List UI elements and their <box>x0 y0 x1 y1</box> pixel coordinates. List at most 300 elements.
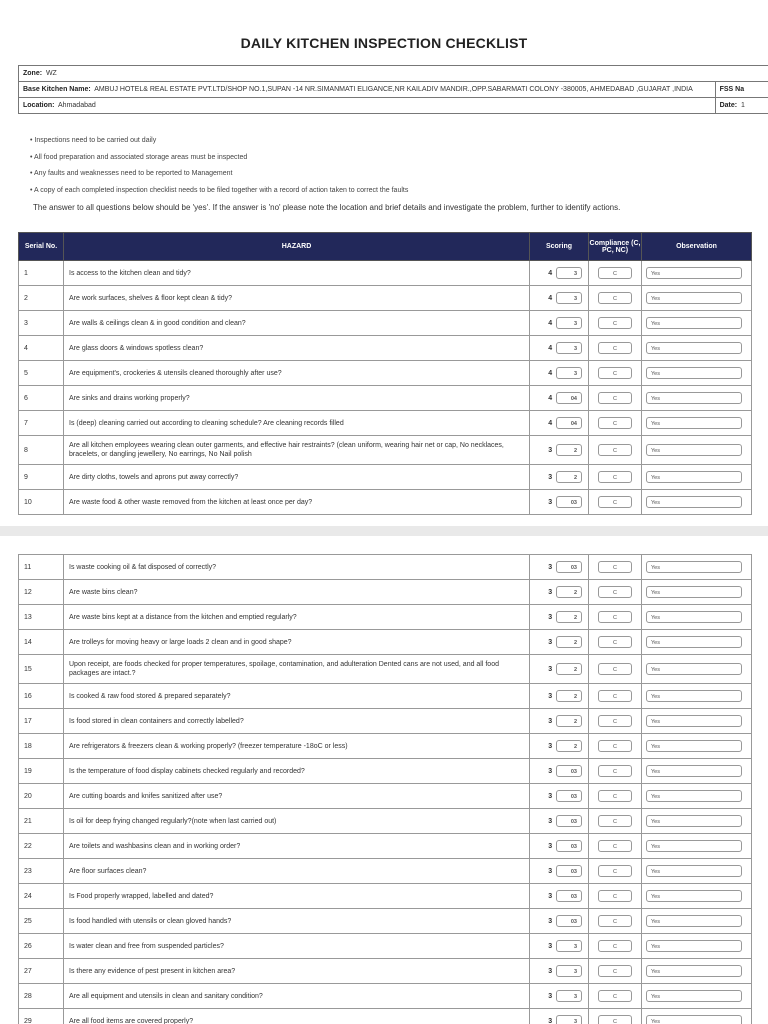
observation-cell <box>642 311 752 336</box>
score-input[interactable]: 3 <box>556 940 582 952</box>
hazard-text: Are cutting boards and knifes sanitized after use? <box>69 792 223 800</box>
serial-cell: 22 <box>19 834 64 859</box>
score-value: 3 <box>548 692 553 700</box>
scoring-cell <box>530 684 589 709</box>
compliance-input[interactable]: C <box>598 690 632 702</box>
hazard-text: Are sinks and drains working properly? <box>69 394 190 402</box>
score-input[interactable]: 3 <box>556 317 582 329</box>
table-row <box>19 311 752 336</box>
compliance-input[interactable]: C <box>598 392 632 404</box>
score-input[interactable]: 03 <box>556 561 582 573</box>
serial-cell: 12 <box>19 580 64 605</box>
hazard-text: Are work surfaces, shelves & floor kept clean & tidy? <box>69 294 233 302</box>
serial-cell: 29 <box>19 1009 64 1024</box>
observation-cell <box>642 655 752 684</box>
observation-cell <box>642 684 752 709</box>
hazard-text: Is cooked & raw food stored & prepared separately? <box>69 692 231 700</box>
observation-input[interactable]: Yes <box>646 965 742 977</box>
serial-cell: 18 <box>19 734 64 759</box>
hazard-cell <box>64 909 530 934</box>
score-input[interactable]: 3 <box>556 367 582 379</box>
scoring-cell <box>530 809 589 834</box>
observation-input[interactable]: Yes <box>646 840 742 852</box>
location-value: Ahmadabad <box>58 102 96 109</box>
hazard-cell <box>64 436 530 465</box>
hazard-cell <box>64 580 530 605</box>
score-input[interactable]: 2 <box>556 663 582 675</box>
compliance-cell <box>589 311 642 336</box>
scoring-cell <box>530 465 589 490</box>
observation-input[interactable]: Yes <box>646 940 742 952</box>
compliance-input[interactable]: C <box>598 636 632 648</box>
compliance-input[interactable]: C <box>598 444 632 456</box>
compliance-cell <box>589 884 642 909</box>
compliance-input[interactable]: C <box>598 496 632 508</box>
score-value: 3 <box>548 942 553 950</box>
table-row <box>19 709 752 734</box>
score-input[interactable]: 03 <box>556 790 582 802</box>
table-row <box>19 859 752 884</box>
hazard-text: Are glass doors & windows spotless clean? <box>69 344 204 352</box>
serial-cell: 28 <box>19 984 64 1009</box>
score-input[interactable]: 2 <box>556 586 582 598</box>
hazard-text: Are toilets and washbasins clean and in working order? <box>69 842 241 850</box>
hazard-cell <box>64 859 530 884</box>
instruction-item: • Any faults and weaknesses need to be reported to Management <box>30 170 233 177</box>
hazard-cell <box>64 884 530 909</box>
observation-input[interactable]: Yes <box>646 611 742 623</box>
score-input[interactable]: 03 <box>556 765 582 777</box>
instruction-item: • Inspections need to be carried out daily <box>30 137 157 144</box>
scoring-cell <box>530 759 589 784</box>
observation-input[interactable]: Yes <box>646 715 742 727</box>
compliance-input[interactable]: C <box>598 815 632 827</box>
score-input[interactable]: 03 <box>556 865 582 877</box>
scoring-cell <box>530 884 589 909</box>
compliance-input[interactable]: C <box>598 890 632 902</box>
hazard-text: Are floor surfaces clean? <box>69 867 147 875</box>
compliance-cell <box>589 859 642 884</box>
fss-label: FSS Na <box>719 86 745 93</box>
observation-input[interactable]: Yes <box>646 342 742 354</box>
score-input[interactable]: 03 <box>556 815 582 827</box>
observation-input[interactable]: Yes <box>646 765 742 777</box>
hazard-text: Is (deep) cleaning carried out according to cleaning schedule? Are cleaning records filled <box>69 419 344 427</box>
checklist-table <box>18 232 752 515</box>
score-value: 4 <box>548 419 553 427</box>
serial-cell: 16 <box>19 684 64 709</box>
score-value: 3 <box>548 992 553 1000</box>
serial-cell: 5 <box>19 361 64 386</box>
hazard-cell <box>64 834 530 859</box>
location-cell <box>19 98 716 114</box>
score-value: 4 <box>548 294 553 302</box>
hazard-text: Are waste bins kept at a distance from the kitchen and emptied regularly? <box>69 613 297 621</box>
score-value: 3 <box>548 613 553 621</box>
hazard-text: Are waste bins clean? <box>69 588 138 596</box>
score-value: 3 <box>548 917 553 925</box>
table-row <box>19 465 752 490</box>
serial-cell: 13 <box>19 605 64 630</box>
hazard-cell <box>64 555 530 580</box>
hazard-text: Are all kitchen employees wearing clean outer garments, and effective hair restraints? (clean uniform, wearing hair net or cap, No necklaces, bracelets, or dangling jewellery, No earrings, No Nail polish <box>69 442 504 458</box>
observation-cell <box>642 555 752 580</box>
score-input[interactable]: 2 <box>556 471 582 483</box>
compliance-cell <box>589 286 642 311</box>
table-row <box>19 436 752 465</box>
serial-cell: 6 <box>19 386 64 411</box>
score-value: 3 <box>548 473 553 481</box>
scoring-cell <box>530 286 589 311</box>
score-input[interactable]: 03 <box>556 496 582 508</box>
table-row <box>19 1009 752 1024</box>
scoring-cell <box>530 311 589 336</box>
zone-cell <box>19 66 768 82</box>
score-input[interactable]: 3 <box>556 990 582 1002</box>
observation-input[interactable]: Yes <box>646 890 742 902</box>
checklist-page-2 <box>0 536 768 1024</box>
observation-input[interactable]: Yes <box>646 586 742 598</box>
scoring-cell <box>530 859 589 884</box>
compliance-input[interactable]: C <box>598 765 632 777</box>
table-row <box>19 784 752 809</box>
hazard-cell <box>64 286 530 311</box>
compliance-input[interactable]: C <box>598 790 632 802</box>
location-label: Location: <box>23 102 55 109</box>
scoring-cell <box>530 909 589 934</box>
score-input[interactable]: 03 <box>556 915 582 927</box>
compliance-cell <box>589 709 642 734</box>
compliance-cell <box>589 436 642 465</box>
serial-cell: 14 <box>19 630 64 655</box>
compliance-cell <box>589 361 642 386</box>
table-row <box>19 684 752 709</box>
compliance-input[interactable]: C <box>598 342 632 354</box>
score-input[interactable]: 2 <box>556 636 582 648</box>
checklist-table-continued <box>18 554 752 1024</box>
observation-cell <box>642 465 752 490</box>
compliance-input[interactable]: C <box>598 611 632 623</box>
hazard-text: Are dirty cloths, towels and aprons put away correctly? <box>69 473 239 481</box>
score-input[interactable]: 3 <box>556 267 582 279</box>
table-row <box>19 655 752 684</box>
compliance-input[interactable]: C <box>598 1015 632 1024</box>
observation-cell <box>642 959 752 984</box>
scoring-cell <box>530 984 589 1009</box>
observation-cell <box>642 784 752 809</box>
compliance-cell <box>589 734 642 759</box>
compliance-cell <box>589 605 642 630</box>
observation-cell <box>642 490 752 515</box>
compliance-cell <box>589 809 642 834</box>
scoring-cell <box>530 734 589 759</box>
compliance-input[interactable]: C <box>598 471 632 483</box>
hazard-cell <box>64 959 530 984</box>
score-input[interactable]: 2 <box>556 690 582 702</box>
observation-input[interactable]: Yes <box>646 417 742 429</box>
table-row <box>19 411 752 436</box>
compliance-cell <box>589 580 642 605</box>
serial-cell: 1 <box>19 261 64 286</box>
observation-input[interactable]: Yes <box>646 865 742 877</box>
hazard-cell <box>64 465 530 490</box>
scoring-cell <box>530 580 589 605</box>
checklist-body <box>19 261 752 515</box>
observation-input[interactable]: Yes <box>646 815 742 827</box>
compliance-input[interactable]: C <box>598 915 632 927</box>
score-input[interactable]: 04 <box>556 417 582 429</box>
observation-input[interactable]: Yes <box>646 561 742 573</box>
hazard-cell <box>64 655 530 684</box>
answer-note: The answer to all questions below should be 'yes'. If the answer is 'no' please note the location and brief details and investigate the problem, further to identify actions. <box>33 203 621 212</box>
score-value: 3 <box>548 867 553 875</box>
table-row <box>19 909 752 934</box>
serial-cell: 23 <box>19 859 64 884</box>
observation-cell <box>642 709 752 734</box>
hazard-text: Are trolleys for moving heavy or large loads 2 clean and in good shape? <box>69 638 292 646</box>
table-row <box>19 834 752 859</box>
score-value: 3 <box>548 792 553 800</box>
hazard-text: Is waste cooking oil & fat disposed of correctly? <box>69 563 217 571</box>
scoring-cell <box>530 605 589 630</box>
serial-cell: 8 <box>19 436 64 465</box>
compliance-cell <box>589 465 642 490</box>
score-input[interactable]: 03 <box>556 840 582 852</box>
score-value: 3 <box>548 767 553 775</box>
score-input[interactable]: 03 <box>556 890 582 902</box>
hazard-text: Are refrigerators & freezers clean & working properly? (freezer temperature -18oC or less) <box>69 742 348 750</box>
observation-input[interactable]: Yes <box>646 267 742 279</box>
score-input[interactable]: 3 <box>556 342 582 354</box>
hazard-cell <box>64 784 530 809</box>
hazard-text: Are waste food & other waste removed from the kitchen at least once per day? <box>69 498 313 506</box>
table-row <box>19 286 752 311</box>
scoring-cell <box>530 934 589 959</box>
scoring-cell <box>530 436 589 465</box>
table-row <box>19 386 752 411</box>
observation-input[interactable]: Yes <box>646 740 742 752</box>
compliance-cell <box>589 386 642 411</box>
observation-cell <box>642 605 752 630</box>
hazard-text: Are all equipment and utensils in clean and sanitary condition? <box>69 992 263 1000</box>
compliance-cell <box>589 684 642 709</box>
score-value: 3 <box>548 967 553 975</box>
observation-cell <box>642 909 752 934</box>
hazard-cell <box>64 1009 530 1024</box>
score-value: 3 <box>548 588 553 596</box>
compliance-input[interactable]: C <box>598 292 632 304</box>
scoring-cell <box>530 490 589 515</box>
observation-cell <box>642 734 752 759</box>
observation-input[interactable]: Yes <box>646 317 742 329</box>
col-observation-header: Observation <box>642 233 752 261</box>
serial-cell: 3 <box>19 311 64 336</box>
observation-cell <box>642 411 752 436</box>
table-row <box>19 361 752 386</box>
serial-cell: 10 <box>19 490 64 515</box>
observation-input[interactable]: Yes <box>646 990 742 1002</box>
hazard-cell <box>64 934 530 959</box>
serial-cell: 7 <box>19 411 64 436</box>
hazard-cell <box>64 809 530 834</box>
score-input[interactable]: 2 <box>556 740 582 752</box>
table-row <box>19 984 752 1009</box>
score-input[interactable]: 2 <box>556 715 582 727</box>
score-value: 3 <box>548 742 553 750</box>
date-label: Date: <box>719 102 738 109</box>
hazard-text: Is the temperature of food display cabinets checked regularly and recorded? <box>69 767 305 775</box>
compliance-input[interactable]: C <box>598 367 632 379</box>
compliance-input[interactable]: C <box>598 990 632 1002</box>
observation-cell <box>642 934 752 959</box>
observation-input[interactable]: Yes <box>646 292 742 304</box>
score-value: 3 <box>548 498 553 506</box>
kitchen-label: Base Kitchen Name: <box>23 86 91 93</box>
observation-cell <box>642 361 752 386</box>
table-row <box>19 605 752 630</box>
observation-cell <box>642 984 752 1009</box>
fss-cell <box>715 82 768 98</box>
scoring-cell <box>530 336 589 361</box>
scoring-cell <box>530 386 589 411</box>
table-row <box>19 630 752 655</box>
hazard-cell <box>64 734 530 759</box>
compliance-input[interactable]: C <box>598 965 632 977</box>
serial-cell: 11 <box>19 555 64 580</box>
kitchen-value: AMBUJ HOTEL& REAL ESTATE PVT.LTD/SHOP NO.1,SUPAN -14 NR.SIMANMATI ELIGANCE,NR KAILADIV MANDIR.,OPP.SABARMATI COLONY -380005, AHMEDABAD ,GUJARAT ,INDIA <box>94 86 693 93</box>
scoring-cell <box>530 411 589 436</box>
score-input[interactable]: 2 <box>556 444 582 456</box>
observation-cell <box>642 386 752 411</box>
hazard-text: Is there any evidence of pest present in kitchen area? <box>69 967 236 975</box>
scoring-cell <box>530 1009 589 1024</box>
serial-cell: 9 <box>19 465 64 490</box>
observation-input[interactable]: Yes <box>646 1015 742 1024</box>
table-row <box>19 959 752 984</box>
compliance-input[interactable]: C <box>598 740 632 752</box>
compliance-cell <box>589 934 642 959</box>
serial-cell: 4 <box>19 336 64 361</box>
table-row <box>19 490 752 515</box>
table-row <box>19 261 752 286</box>
score-input[interactable]: 2 <box>556 611 582 623</box>
observation-input[interactable]: Yes <box>646 915 742 927</box>
checklist-body <box>19 555 752 1024</box>
observation-cell <box>642 630 752 655</box>
table-row <box>19 734 752 759</box>
compliance-cell <box>589 336 642 361</box>
instruction-item: • A copy of each completed inspection checklist needs to be filed together with a record of action taken to correct the faults <box>30 186 409 194</box>
score-value: 4 <box>548 319 553 327</box>
scoring-cell <box>530 630 589 655</box>
serial-cell: 21 <box>19 809 64 834</box>
compliance-input[interactable]: C <box>598 561 632 573</box>
compliance-input[interactable]: C <box>598 715 632 727</box>
serial-cell: 15 <box>19 655 64 684</box>
score-value: 4 <box>548 394 553 402</box>
observation-input[interactable]: Yes <box>646 444 742 456</box>
compliance-cell <box>589 261 642 286</box>
compliance-input[interactable]: C <box>598 840 632 852</box>
compliance-input[interactable]: C <box>598 417 632 429</box>
zone-label: Zone: <box>23 70 43 77</box>
zone-value: WZ <box>45 70 57 77</box>
observation-input[interactable]: Yes <box>646 636 742 648</box>
scoring-cell <box>530 361 589 386</box>
compliance-cell <box>589 834 642 859</box>
observation-cell <box>642 436 752 465</box>
observation-input[interactable]: Yes <box>646 471 742 483</box>
compliance-input[interactable]: C <box>598 663 632 675</box>
hazard-text: Are all food items are covered properly? <box>69 1017 194 1024</box>
score-input[interactable]: 3 <box>556 1015 582 1024</box>
compliance-input[interactable]: C <box>598 267 632 279</box>
compliance-input[interactable]: C <box>598 317 632 329</box>
table-row <box>19 884 752 909</box>
hazard-text: Is water clean and free from suspended particles? <box>69 942 224 950</box>
score-value: 3 <box>548 817 553 825</box>
compliance-cell <box>589 959 642 984</box>
hazard-cell <box>64 361 530 386</box>
score-input[interactable]: 3 <box>556 965 582 977</box>
hazard-cell <box>64 630 530 655</box>
observation-cell <box>642 336 752 361</box>
scoring-cell <box>530 784 589 809</box>
observation-cell <box>642 834 752 859</box>
hazard-cell <box>64 490 530 515</box>
table-row <box>19 580 752 605</box>
score-input[interactable]: 3 <box>556 292 582 304</box>
observation-cell <box>642 809 752 834</box>
observation-cell <box>642 580 752 605</box>
serial-cell: 19 <box>19 759 64 784</box>
observation-input[interactable]: Yes <box>646 496 742 508</box>
compliance-cell <box>589 555 642 580</box>
observation-input[interactable]: Yes <box>646 367 742 379</box>
hazard-cell <box>64 386 530 411</box>
compliance-input[interactable]: C <box>598 940 632 952</box>
hazard-text: Is food stored in clean containers and correctly labelled? <box>69 717 244 725</box>
hazard-text: Is access to the kitchen clean and tidy? <box>69 269 191 277</box>
table-row <box>19 336 752 361</box>
page-title: DAILY KITCHEN INSPECTION CHECKLIST <box>240 35 528 51</box>
serial-cell: 20 <box>19 784 64 809</box>
observation-input[interactable]: Yes <box>646 663 742 675</box>
observation-input[interactable]: Yes <box>646 790 742 802</box>
instruction-item: • All food preparation and associated storage areas must be inspected <box>30 153 248 161</box>
hazard-cell <box>64 605 530 630</box>
date-cell <box>715 98 768 114</box>
score-value: 4 <box>548 369 553 377</box>
observation-cell <box>642 261 752 286</box>
compliance-cell <box>589 630 642 655</box>
score-value: 3 <box>548 638 553 646</box>
compliance-input[interactable]: C <box>598 586 632 598</box>
serial-cell: 26 <box>19 934 64 959</box>
hazard-cell <box>64 336 530 361</box>
observation-input[interactable]: Yes <box>646 690 742 702</box>
table-row <box>19 759 752 784</box>
observation-cell <box>642 1009 752 1024</box>
compliance-input[interactable]: C <box>598 865 632 877</box>
serial-cell: 27 <box>19 959 64 984</box>
observation-input[interactable]: Yes <box>646 392 742 404</box>
compliance-cell <box>589 1009 642 1024</box>
score-value: 3 <box>548 842 553 850</box>
compliance-cell <box>589 909 642 934</box>
score-input[interactable]: 04 <box>556 392 582 404</box>
serial-cell: 17 <box>19 709 64 734</box>
